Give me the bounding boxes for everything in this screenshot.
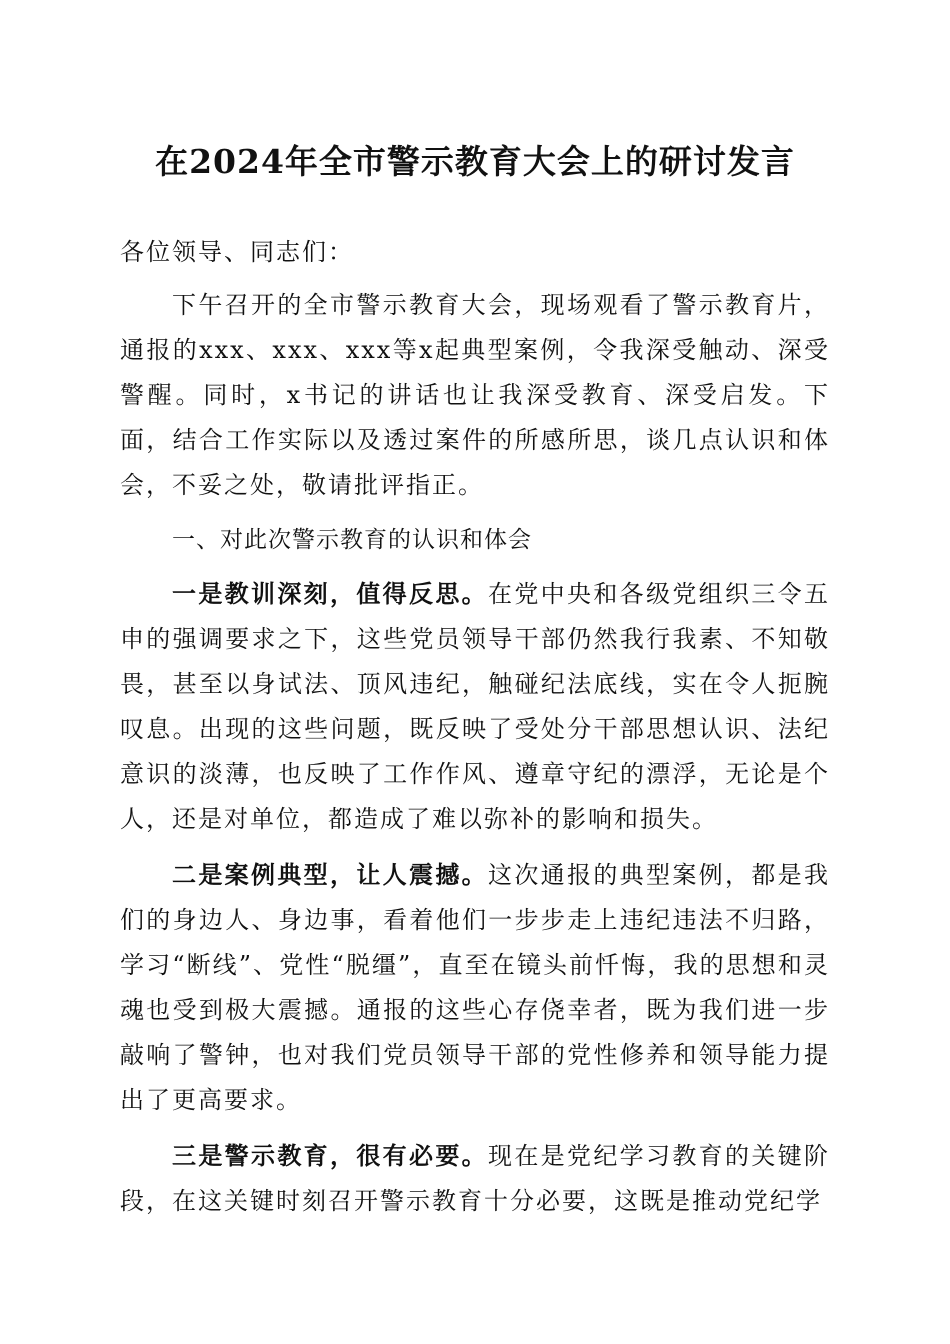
document-title: 在2024年全市警示教育大会上的研讨发言 — [155, 142, 795, 181]
paragraph-3 — [120, 1133, 830, 1224]
paragraph-1 — [120, 571, 830, 842]
section-heading: 一、对此次警示教育的认识和体会 — [172, 527, 532, 553]
salutation: 各位领导、同志们： — [120, 238, 354, 266]
intro-paragraph: 下午召开的全市警示教育大会，现场观看了警示教育片，通报的xxx、xxx、xxx等x起典型案例，令我深受触动、深受警醒。同时，x书记的讲话也让我深受教育、深受启发。下面，结合工作实际以及透过案件的所感所思，谈几点认识和体会，不妥之处，敬请批评指正。 — [120, 291, 830, 499]
paragraph-2 — [120, 852, 830, 1123]
document-body — [120, 230, 830, 1234]
paragraph-text: 这次通报的典型案例，都是我们的身边人、身边事，看着他们一步步走上违纪违法不归路，学习“断线”、党性“脱缰”，直至在镜头前忏悔，我的思想和灵魂也受到极大震撼。通报的这些心存侥幸者，既为我们进一步敲响了警钟，也对我们党员领导干部的党性修养和领导能力提出了更高要求。 — [120, 861, 830, 1114]
paragraph-lead: 二是案例典型，让人震撼。 — [172, 860, 488, 889]
paragraph-text: 在党中央和各级党组织三令五申的强调要求之下，这些党员领导干部仍然我行我素、不知敬畏，甚至以身试法、顶风违纪，触碰纪法底线，实在令人扼腕叹息。出现的这些问题，既反映了受处分干部思想认识、法纪意识的淡薄，也反映了工作作风、遵章守纪的漂浮，无论是个人，还是对单位，都造成了难以弥补的影响和损失。 — [120, 580, 830, 833]
paragraph-text: 现在是党纪学习教育的关键阶段，在这关键时刻召开警示教育十分必要，这既是推动党纪学 — [120, 1142, 830, 1215]
paragraph-lead: 三是警示教育，很有必要。 — [172, 1141, 488, 1170]
paragraph-lead: 一是教训深刻，值得反思。 — [172, 579, 488, 608]
